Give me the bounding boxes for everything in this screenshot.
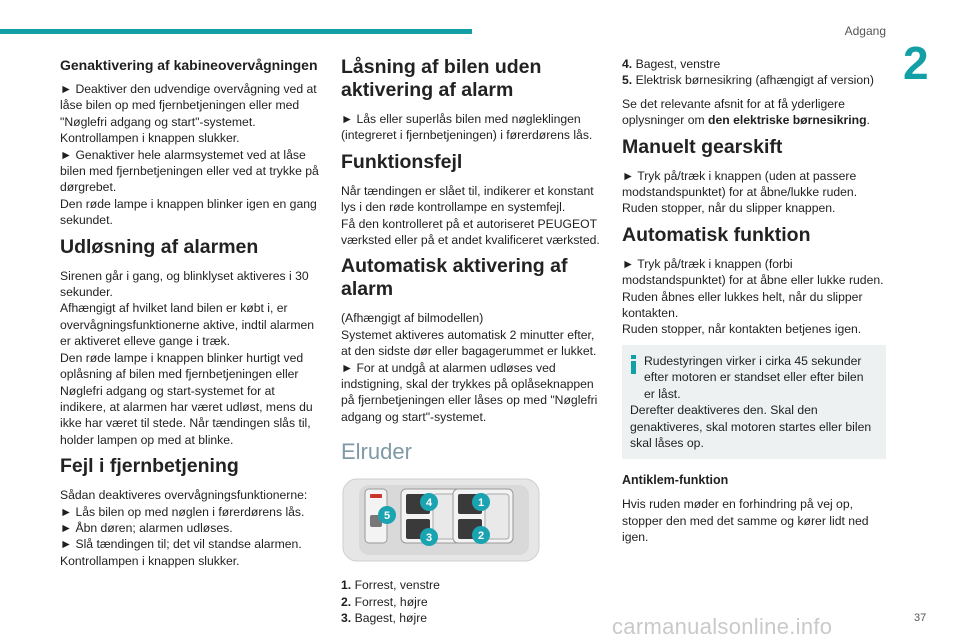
- item-number: 5.: [622, 73, 633, 88]
- paragraph-automatic-function: [622, 256, 886, 338]
- text-line: (Afhængigt af bilmodellen): [341, 311, 484, 326]
- page-number: 37: [914, 612, 927, 624]
- item-text: Forrest, venstre: [354, 578, 440, 593]
- column-2: [341, 56, 603, 627]
- list-item: [341, 610, 603, 626]
- paragraph-lock-without-alarm: ► Lås eller superlås bilen med nøgleklingen (integreret i fjernbetjeningen) i førerdørens lås.: [341, 112, 593, 143]
- text-line: ► Lås bilen op med nøglen i førerdørens lås.: [60, 504, 305, 519]
- heading-automatic-function: Automatisk funktion: [622, 223, 811, 246]
- paragraph-see-child-lock: [622, 96, 886, 129]
- heading-lock-without-alarm: Låsning af bilen uden aktivering af alarm: [341, 56, 542, 101]
- paragraph-malfunction: [341, 183, 603, 249]
- item-text: Forrest, højre: [354, 594, 428, 609]
- heading-power-windows: Elruder: [341, 439, 412, 465]
- text-line: Sådan deaktiveres overvågningsfunktionerne:: [60, 488, 308, 503]
- heading-auto-activation: Automatisk aktivering af alarm: [341, 255, 568, 301]
- text-line: ► Genaktiver hele alarmsystemet ved at låse bilen med fjernbetjeningen eller ved at trykke på dørgrebet.: [60, 147, 319, 195]
- text-line: ► Deaktiver den udvendige overvågning ved at låse bilen op med fjernbetjeningen eller med "Nøglefri adgang og start"-systemet.: [60, 82, 317, 129]
- text-run: .: [866, 113, 870, 128]
- text-line: ► Åbn døren; alarmen udløses.: [60, 520, 233, 535]
- chapter-number: 2: [903, 37, 929, 89]
- heading-reactivation: Genaktivering af kabineovervågningen: [60, 57, 318, 73]
- callout-text: Derefter deaktiveres den. Skal den genaktiveres, skal motoren startes eller bilen skal låses op.: [630, 403, 872, 450]
- item-number: 1.: [341, 578, 352, 593]
- callout-1: [472, 493, 490, 511]
- text-line: Kontrollampen i knappen slukker.: [60, 553, 240, 568]
- callout-label: 4: [425, 497, 433, 510]
- item-text: Bagest, højre: [354, 611, 428, 626]
- column-3: [622, 56, 886, 553]
- heading-remote-fault: Fejl i fjernbetjening: [60, 455, 239, 478]
- callout-4: [420, 493, 438, 511]
- list-item: [341, 577, 603, 593]
- window-list: [341, 577, 603, 626]
- callout-2: [472, 526, 490, 544]
- callout-label: 3: [425, 532, 433, 545]
- text-line: Få den kontrolleret på et autoriseret PEUGEOT værksted eller på et andet kvalificeret værksted.: [341, 216, 600, 248]
- child-lock-reference: den elektriske børnesikring: [708, 113, 867, 128]
- item-text: Bagest, venstre: [635, 57, 721, 71]
- text-line: Den røde lampe i knappen blinker igen en gang sekundet.: [60, 196, 317, 228]
- list-item: [622, 56, 886, 72]
- text-line: Ruden stopper, når du slipper knappen.: [622, 201, 836, 216]
- callout-label: 5: [383, 510, 391, 523]
- info-icon: [630, 355, 638, 373]
- window-list-continued: [622, 56, 886, 89]
- header-accent-bar: [0, 29, 472, 34]
- info-callout: [622, 345, 886, 459]
- window-switch-panel-illustration: [341, 477, 541, 563]
- text-line: Kontrollampen i knappen slukker.: [60, 131, 240, 146]
- item-number: 3.: [341, 611, 352, 626]
- paragraph-manual-operation: [622, 168, 886, 217]
- paragraph-alarm-trigger: [60, 268, 324, 448]
- item-text: Elektrisk børnesikring (afhængigt af version): [635, 73, 874, 88]
- section-header: Adgang: [844, 24, 886, 38]
- text-line: Den røde lampe i knappen blinker hurtigt ved oplåsning af bilen med fjernbetjeningen eller Nøglefri adgang og start-systemet for at indikere, at alarmen har været udløst, mens du ikke har været til stede. Når tændingen slås til, holder lampen op med at blinke.: [60, 350, 313, 447]
- text-line: Sirenen går i gang, og blinklyset aktiveres i 30 sekunder.: [60, 268, 309, 300]
- heading-malfunction: Funktionsfejl: [341, 150, 463, 173]
- text-line: Ruden stopper, når kontakten betjenes igen.: [622, 322, 862, 337]
- text-line: Når tændingen er slået til, indikerer et konstant lys i den røde kontrollampe en systemfejl.: [341, 183, 594, 215]
- paragraph-anti-pinch: Hvis ruden møder en forhindring på vej op, stopper den med det samme og kører lidt ned igen.: [622, 497, 869, 545]
- paragraph-remote-fault: [60, 487, 324, 569]
- callout-label: 1: [477, 497, 485, 510]
- text-line: ► For at undgå at alarmen udløses ved indstigning, skal der trykkes på oplåseknappen på fjernbetjeningen eller låses op med "Nøglefri adgang og start"-systemet.: [341, 360, 598, 424]
- heading-alarm-trigger: Udløsning af alarmen: [60, 235, 259, 258]
- column-1: [60, 56, 324, 576]
- text-line: Systemet aktiveres automatisk 2 minutter efter, at den sidste dør eller bagagerummet er lukket.: [341, 327, 597, 359]
- paragraph-auto-activation: [341, 310, 603, 425]
- callout-label: 2: [477, 530, 485, 543]
- list-item: [622, 72, 886, 88]
- text-line: Afhængigt af hvilket land bilen er købt i, er overvågningsfunktionerne aktive, indtil alarmen er aktiveret elleve gange i træk.: [60, 301, 315, 349]
- callout-5: [378, 506, 396, 524]
- heading-anti-pinch: Antiklem-funktion: [622, 473, 729, 488]
- list-item: [341, 594, 603, 610]
- text-line: ► Slå tændingen til; det vil standse alarmen.: [60, 537, 302, 552]
- callout-3: [420, 528, 438, 546]
- text-line: ► Tryk på/træk i knappen (uden at passere modstandspunktet) for at åbne/lukke ruden.: [622, 168, 858, 200]
- text-run: Se det relevante afsnit for at få yderligere oplysninger om: [622, 96, 845, 128]
- callout-text: Rudestyringen virker i cirka 45 sekunder efter motoren er standset eller efter bilen er låst.: [644, 353, 864, 401]
- item-number: 2.: [341, 594, 352, 609]
- window-switch-figure: [341, 477, 541, 563]
- heading-manual-operation: Manuelt gearskift: [622, 135, 783, 158]
- text-line: ► Tryk på/træk i knappen (forbi modstandspunktet) for at åbne eller lukke ruden. Ruden åbnes eller lukkes helt, når du slipper kontakten.: [622, 256, 884, 321]
- paragraph-reactivation: [60, 81, 324, 229]
- watermark: carmanualsonline.info: [612, 614, 833, 639]
- item-number: 4.: [622, 57, 633, 71]
